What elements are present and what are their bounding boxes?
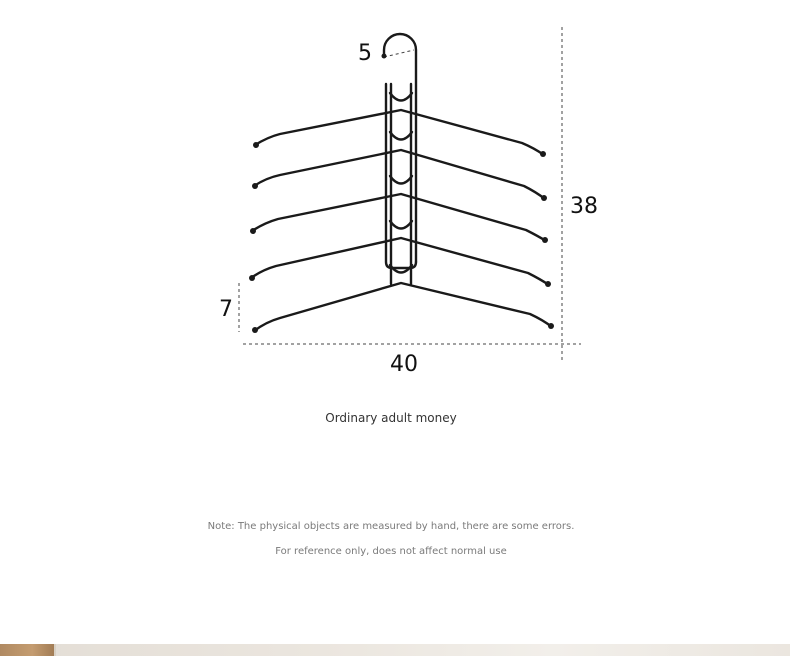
clip-3 — [390, 176, 412, 184]
tier-1 — [255, 110, 544, 155]
strip-divider — [54, 644, 56, 656]
size-caption: Ordinary adult money — [325, 411, 457, 425]
clip-4 — [390, 221, 412, 229]
hook-size-label: 5 — [358, 41, 372, 66]
tier-4 — [251, 238, 549, 285]
next-image-strip — [0, 644, 790, 656]
tier-5 — [254, 283, 552, 331]
clip-2 — [390, 132, 412, 140]
measurement-note: Note: The physical objects are measured by hand, there are some errors. — [207, 521, 575, 532]
reference-note: For reference only, does not affect normal use — [275, 546, 507, 557]
clip-1 — [390, 93, 412, 101]
tier-2 — [254, 150, 545, 199]
tier-3 — [252, 194, 546, 241]
hanger-wire — [251, 34, 552, 331]
wood-edge — [0, 644, 54, 656]
total-height-label: 38 — [570, 194, 598, 219]
hook-dimension-line — [384, 50, 414, 57]
tier-drop-label: 7 — [219, 297, 233, 322]
total-width-label: 40 — [390, 352, 418, 377]
